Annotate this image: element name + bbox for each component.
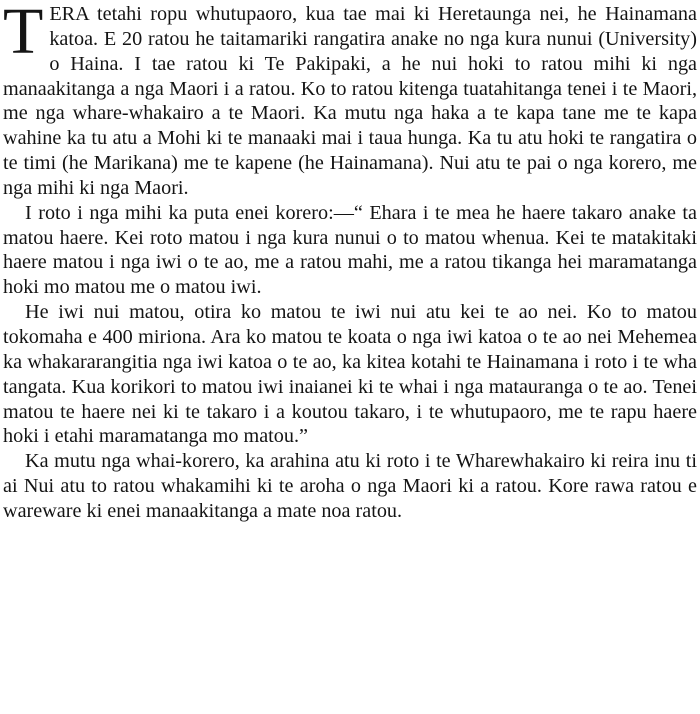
paragraph-1 — [3, 2, 697, 201]
paragraph-2: I roto i nga mihi ka puta enei korero:—“ Ehara i te mea he haere takaro anake ta matou haere. Kei roto matou i nga kura nunui o to matou whenua. Kei te matakitaki haere matou i nga iwi o te ao, me a ratou mahi, me a ratou tikanga hei maramatanga hoki mo matou me o matou iwi. — [3, 201, 697, 299]
paragraph-1-text: tetahi ropu whutupaoro, kua tae mai ki Heretaunga nei, he Hainamana katoa. E 20 ratou he taitamariki rangatira anake no nga kura nunui (University) o Haina. I tae ratou ki Te Pakipaki, a he nui hoki to ratou mihi ki nga manaakitanga a nga Maori i a ratou. Ko to ratou kitenga tuatahitanga tenei i te Maori, me nga whare-whakairo a te Maori. Ka mutu nga haka a te kapa tane me te kapa wahine ka tu atu a Mohi ki te manaaki mai i taua hunga. Ka tu atu hoki te rangatira o te timi (he Marikana) me te kapene (he Hainamana). Nui atu te pai o nga korero, me nga mihi ki nga Maori. — [3, 3, 697, 199]
paragraph-3: He iwi nui matou, otira ko matou te iwi nui atu kei te ao nei. Ko to matou tokomaha e 400 miriona. Ara ko matou te koata o nga iwi katoa o te ao nei Mehemea ka whakararangitia nga iwi katoa o te ao, ka kitea kotahi te Hainamana i roto i te wha tangata. Kua korikori to matou iwi inaianei ki te whai i nga matauranga o te ao. Tenei matou te haere nei ki te takaro i a koutou takaro, i te whutupaoro, me te rapu haere hoki i etahi maramatanga mo matou.” — [3, 301, 697, 448]
drop-cap: T — [3, 0, 44, 68]
paragraph-4: Ka mutu nga whai-korero, ka arahina atu ki roto i te Wharewhakairo ki reira inu ti ai Nui atu to ratou whakamihi ki te aroha o nga Maori ki a ratou. Kore rawa ratou e wareware ki enei manaakitanga a mate noa ratou. — [3, 450, 697, 522]
paragraph-1-lead-word: ERA — [49, 3, 89, 25]
